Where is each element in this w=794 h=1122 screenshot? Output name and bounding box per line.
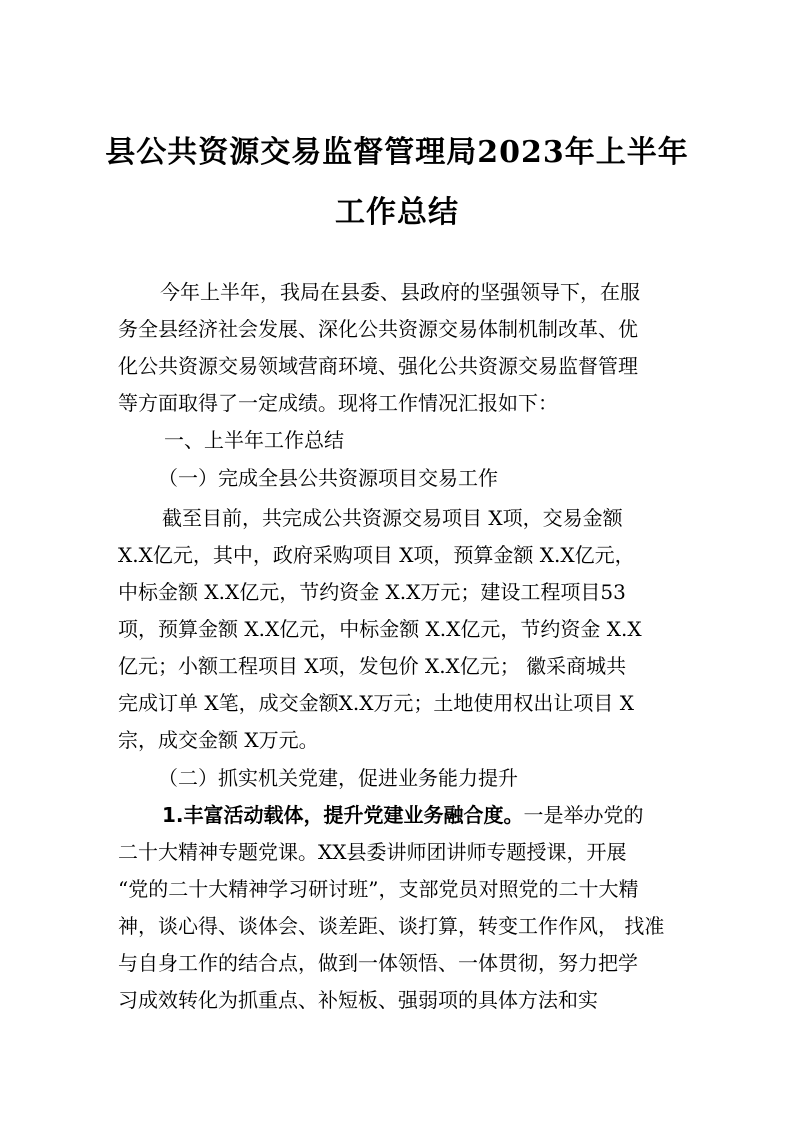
paragraph-line: 与自身工作的结合点，做到一体领悟、一体贯彻，努力把学 [118, 951, 638, 975]
paragraph-line [162, 800, 732, 830]
paragraph-line: 化公共资源交易领域营商环境、强化公共资源交易监督管理 [118, 354, 638, 378]
paragraph-line: 等方面取得了一定成绩。现将工作情况汇报如下： [118, 391, 558, 415]
paragraph-line: “党的二十大精神学习研讨班”，支部党员对照党的二十大精 [118, 877, 639, 901]
section-heading: 一、上半年工作总结 [164, 428, 344, 452]
paragraph-line: 二十大精神专题党课。XX县委讲师团讲师专题授课，开展 [118, 840, 627, 864]
subsection-heading: （二）抓实机关党建，促进业务能力提升 [158, 766, 518, 790]
document-title-line-2: 工作总结 [335, 195, 459, 230]
subsection-heading: （一）完成全县公共资源项目交易工作 [158, 466, 498, 490]
paragraph-line: 今年上半年，我局在县委、县政府的坚强领导下，在服 [160, 280, 640, 304]
paragraph-text: 一是举办党的 [523, 803, 644, 827]
paragraph-line: 亿元；小额工程项目 X项，发包价 X.X亿元； 徽采商城共 [118, 654, 627, 678]
paragraph-line: 宗，成交金额 X万元。 [118, 728, 319, 752]
paragraph-line: 项，预算金额 X.X亿元，中标金额 X.X亿元，节约资金 X.X [118, 617, 642, 641]
paragraph-line: 截至目前，共完成公共资源交易项目 X项，交易金额 [162, 506, 623, 530]
paragraph-line: 中标金额 X.X亿元，节约资金 X.X万元；建设工程项目53 [118, 580, 626, 604]
bold-lead-phrase: 1.丰富活动载体，提升党建业务融合度。 [162, 803, 524, 827]
paragraph-line: 完成订单 X笔，成交金额X.X万元；土地使用权出让项目 X [118, 691, 635, 715]
paragraph-line: X.X亿元，其中，政府采购项目 X项，预算金额 X.X亿元， [118, 543, 635, 567]
paragraph-line: 习成效转化为抓重点、补短板、强弱项的具体方法和实 [118, 988, 598, 1012]
document-title-line-1: 县公共资源交易监督管理局2023年上半年 [105, 135, 689, 170]
paragraph-line: 神，谈心得、谈体会、谈差距、谈打算，转变工作作风， 找准 [118, 914, 665, 938]
paragraph-line: 务全县经济社会发展、深化公共资源交易体制机制改革、优 [118, 317, 638, 341]
